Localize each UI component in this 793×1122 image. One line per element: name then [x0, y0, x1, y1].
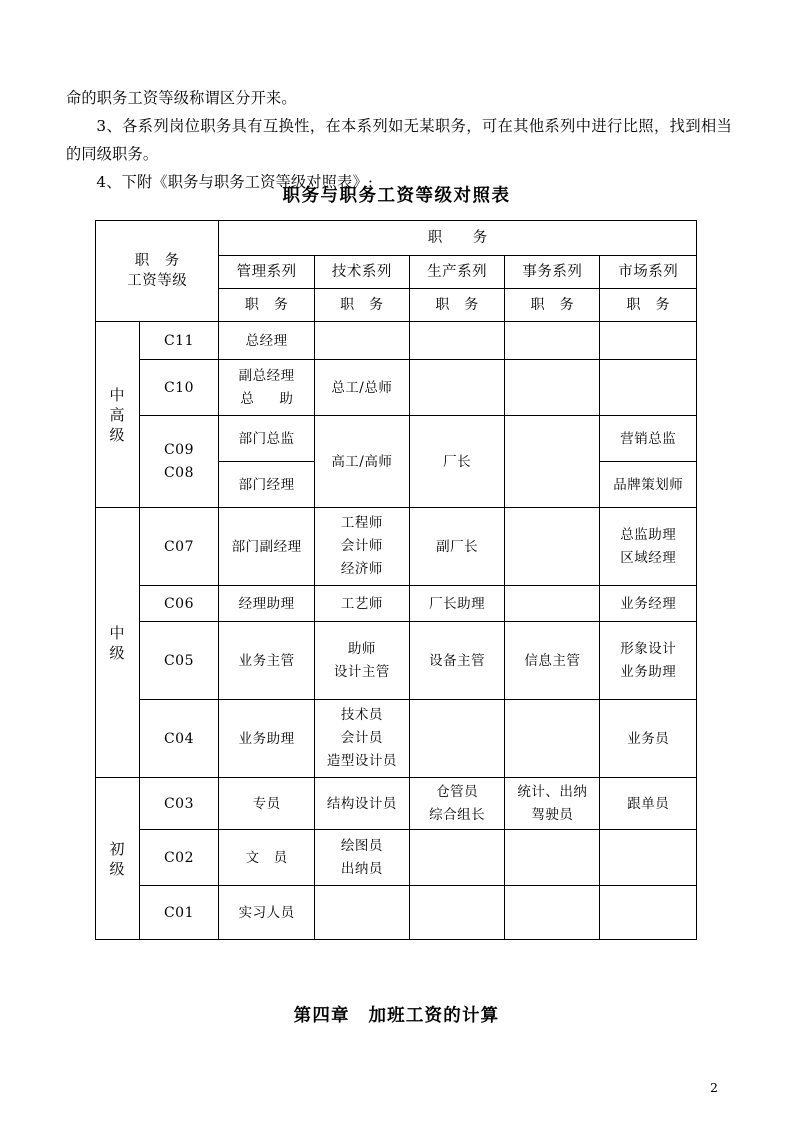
group-label-senior-char-2: 高: [109, 405, 125, 424]
cell-c10-management: [219, 360, 314, 416]
cell-c10-affairs: [505, 360, 600, 416]
cell-c01-management: 实习人员: [219, 886, 314, 940]
cell-c07-affairs: [505, 508, 600, 586]
cell-c06-affairs: [505, 586, 600, 622]
cell-c03-production: [409, 778, 504, 830]
cell-c03-technical: 结构设计员: [314, 778, 409, 830]
cell-c11-affairs: [505, 322, 600, 360]
cell-c07-market: [600, 508, 697, 586]
cell-c10-management-line-1: 副总经理: [238, 367, 295, 384]
table-row-c06: [96, 586, 697, 622]
group-label-senior-char-3: 级: [109, 425, 125, 444]
top-header-post: 职 务: [219, 221, 697, 256]
code-c09-c08: [139, 416, 219, 508]
cell-c11-technical: [314, 322, 409, 360]
cell-c04-production: [409, 700, 504, 778]
cell-c03-affairs-line-2: 驾驶员: [531, 806, 574, 823]
cell-c05-management: 业务主管: [219, 622, 314, 700]
code-c10: C10: [139, 360, 219, 416]
cell-c06-production: 厂长助理: [409, 586, 504, 622]
cell-c03-production-line-1: 仓管员: [436, 783, 479, 800]
post-header-technical: 职 务: [314, 289, 409, 322]
job-grade-table: [95, 220, 697, 940]
cell-c10-management-line-2: 总 助: [240, 390, 299, 407]
corner-line-2: 工资等级: [127, 273, 188, 289]
cell-c08-management: 部门经理: [219, 462, 314, 508]
table-row-c05: [96, 622, 697, 700]
table-header-row-1: [96, 221, 697, 256]
group-label-junior: [96, 778, 140, 940]
cell-c07-market-line-1: 总监助理: [620, 526, 677, 543]
table-row-c11: [96, 322, 697, 360]
cell-c04-technical-line-3: 造型设计员: [326, 753, 397, 769]
table-row-c01: [96, 886, 697, 940]
table-row-c07: [96, 508, 697, 586]
code-c09: C09: [163, 441, 194, 458]
cell-c03-affairs-line-1: 统计、出纳: [517, 783, 588, 800]
cell-c11-production: [409, 322, 504, 360]
cell-c03-production-line-2: 综合组长: [429, 806, 486, 823]
code-c02: C02: [139, 830, 219, 886]
group-label-senior: [96, 322, 140, 508]
cell-c05-production: 设备主管: [409, 622, 504, 700]
cell-c05-affairs: 信息主管: [505, 622, 600, 700]
table-row-c10: [96, 360, 697, 416]
cell-c02-affairs: [505, 830, 600, 886]
intro-line-2: 3、各系列岗位职务具有互换性，在本系列如无某职务，可在其他系列中进行比照，找到相当的同级职务。: [66, 117, 732, 163]
intro-line-3: 4、下附《职务与职务工资等级对照表》:: [96, 173, 374, 191]
cell-c06-technical: 工艺师: [314, 586, 409, 622]
corner-header-cell: [96, 221, 219, 322]
cell-c04-affairs: [505, 700, 600, 778]
cell-c04-technical: [314, 700, 409, 778]
post-header-affairs: 职 务: [505, 289, 600, 322]
post-header-management: 职 务: [219, 289, 314, 322]
cell-c07-market-line-2: 区域经理: [620, 549, 677, 566]
cell-c07-management: 部门副经理: [219, 508, 314, 586]
cell-c06-market: 业务经理: [600, 586, 697, 622]
group-label-middle: [96, 508, 140, 778]
cell-c10-production: [409, 360, 504, 416]
cell-c01-technical: [314, 886, 409, 940]
cell-c02-technical-line-2: 出纳员: [340, 860, 383, 877]
post-header-market: 职 务: [600, 289, 697, 322]
cell-c09-affairs: [505, 416, 600, 508]
cell-c11-market: [600, 322, 697, 360]
cell-c04-technical-line-1: 技术员: [340, 707, 383, 723]
cell-c09-market: 营销总监: [600, 416, 697, 462]
series-header-technical: 技术系列: [314, 256, 409, 289]
intro-paragraphs: [66, 84, 732, 196]
cell-c07-technical-line-3: 经济师: [340, 561, 383, 577]
cell-c10-market: [600, 360, 697, 416]
code-c01: C01: [139, 886, 219, 940]
cell-c09-production: 厂长: [409, 416, 504, 508]
cell-c07-technical-line-2: 会计师: [340, 538, 383, 554]
cell-c02-technical-line-1: 绘图员: [340, 837, 383, 854]
code-c06: C06: [139, 586, 219, 622]
cell-c02-market: [600, 830, 697, 886]
group-label-junior-char-2: 级: [109, 859, 125, 878]
cell-c06-management: 经理助理: [219, 586, 314, 622]
cell-c07-technical-line-1: 工程师: [340, 515, 383, 531]
cell-c09-technical: 高工/高师: [314, 416, 409, 508]
cell-c05-technical: [314, 622, 409, 700]
series-header-market: 市场系列: [600, 256, 697, 289]
code-c04: C04: [139, 700, 219, 778]
group-label-senior-char-1: 中: [109, 385, 125, 404]
cell-c01-production: [409, 886, 504, 940]
code-c08: C08: [163, 464, 194, 481]
cell-c04-management: 业务助理: [219, 700, 314, 778]
cell-c02-management: 文 员: [219, 830, 314, 886]
group-label-middle-char-1: 中: [109, 623, 125, 642]
chapter-heading: 第四章 加班工资的计算: [293, 1006, 500, 1026]
corner-line-1: 职 务: [134, 253, 180, 269]
cell-c07-production: 副厂长: [409, 508, 504, 586]
table-row-c09: [96, 416, 697, 462]
series-header-production: 生产系列: [409, 256, 504, 289]
cell-c05-technical-line-2: 设计主管: [333, 663, 390, 680]
cell-c11-management: 总经理: [219, 322, 314, 360]
cell-c01-affairs: [505, 886, 600, 940]
series-header-affairs: 事务系列: [505, 256, 600, 289]
cell-c03-management: 专员: [219, 778, 314, 830]
table-row-c02: [96, 830, 697, 886]
code-c11: C11: [139, 322, 219, 360]
cell-c03-market: 跟单员: [600, 778, 697, 830]
series-header-management: 管理系列: [219, 256, 314, 289]
cell-c05-market: [600, 622, 697, 700]
table-row-c04: [96, 700, 697, 778]
code-c07: C07: [139, 508, 219, 586]
cell-c08-market: 品牌策划师: [600, 462, 697, 508]
cell-c10-technical: 总工/总师: [314, 360, 409, 416]
cell-c05-technical-line-1: 助师: [347, 640, 376, 657]
cell-c05-market-line-1: 形象设计: [620, 640, 677, 657]
code-c03: C03: [139, 778, 219, 830]
group-label-middle-char-2: 级: [109, 643, 125, 662]
post-header-production: 职 务: [409, 289, 504, 322]
cell-c02-production: [409, 830, 504, 886]
cell-c04-market: 业务员: [600, 700, 697, 778]
cell-c07-technical: [314, 508, 409, 586]
table-title: 职务与职务工资等级对照表: [282, 186, 511, 206]
cell-c05-market-line-2: 业务助理: [620, 663, 677, 680]
intro-line-1: 命的职务工资等级称谓区分开来。: [66, 89, 297, 107]
cell-c02-technical: [314, 830, 409, 886]
group-label-junior-char-1: 初: [109, 839, 125, 858]
cell-c01-market: [600, 886, 697, 940]
table-row-c03: [96, 778, 697, 830]
cell-c04-technical-line-2: 会计员: [340, 730, 383, 746]
cell-c03-affairs: [505, 778, 600, 830]
cell-c09-management: 部门总监: [219, 416, 314, 462]
code-c05: C05: [139, 622, 219, 700]
page-number: 2: [710, 1080, 718, 1095]
